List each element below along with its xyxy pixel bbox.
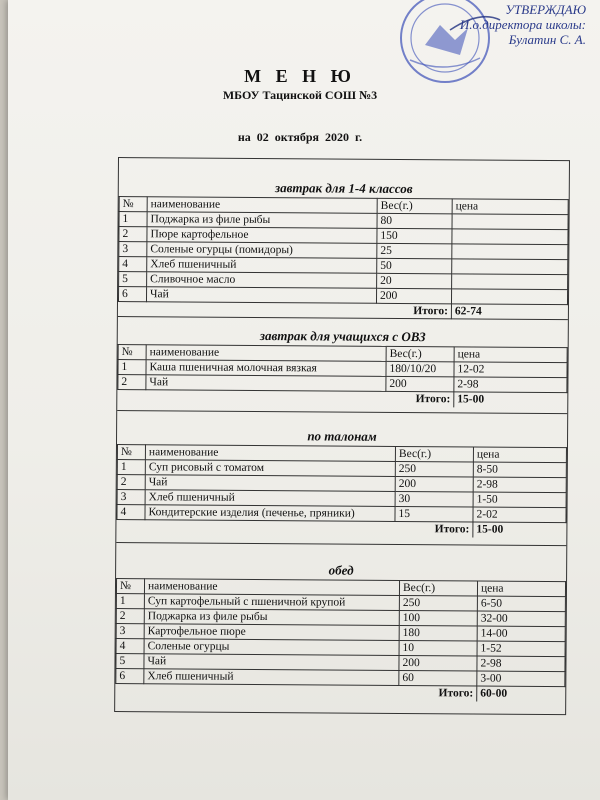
cell: 5 [119, 272, 147, 287]
cell: 3 [116, 623, 144, 638]
total-value: 15-00 [473, 522, 566, 538]
col-header-weight: Вес(г.) [386, 346, 454, 361]
cell: 80 [377, 213, 452, 229]
cell: Кондитерские изделия (печенье, пряники) [145, 505, 395, 522]
menu-table [118, 196, 569, 320]
total-row [117, 520, 566, 538]
cell: 1 [119, 212, 147, 227]
cell: Хлеб пшеничный [144, 669, 399, 686]
cell: 100 [399, 610, 477, 626]
cell: Соленые огурцы (помидоры) [147, 242, 377, 259]
school-name: МБОУ Тацинской СОШ №3 [222, 88, 378, 102]
cell: 200 [399, 655, 477, 671]
col-header-weight: Вес(г.) [377, 198, 452, 214]
total-value: 15-00 [454, 392, 567, 408]
col-header-number: № [116, 579, 144, 594]
section-breakfast-ovz [117, 326, 568, 408]
cell: 3-00 [477, 671, 565, 687]
section-title: обед [328, 562, 354, 578]
cell: 1 [117, 460, 145, 475]
cell: 180 [399, 625, 477, 641]
cell: Пюре картофельное [147, 227, 377, 244]
cell: Хлеб пшеничный [145, 490, 395, 507]
approval-block [460, 2, 586, 47]
cell: Чай [146, 375, 386, 392]
cell: 150 [377, 228, 452, 244]
total-value: 60-00 [477, 686, 565, 702]
section-title: завтрак для 1-4 классов [274, 180, 413, 197]
cell: 3 [117, 490, 145, 505]
menu-date: на 02 октября 2020 г. [237, 130, 363, 144]
col-header-name: наименование [147, 197, 377, 214]
section-coupons [116, 426, 567, 538]
cell [452, 274, 568, 290]
cell: 50 [377, 258, 452, 274]
cell: 5 [116, 653, 144, 668]
section-divider [116, 542, 566, 546]
cell: Чай [144, 654, 399, 671]
cell: 4 [116, 638, 144, 653]
cell: 10 [399, 640, 477, 656]
total-row [118, 390, 567, 408]
cell: Хлеб пшеничный [147, 257, 377, 274]
col-header-price: цена [454, 347, 567, 363]
cell: 15 [395, 506, 473, 522]
cell: 180/10/20 [386, 361, 454, 376]
total-label: Итого: [415, 392, 451, 406]
cell: Поджарка из филе рыбы [144, 609, 399, 626]
cell [451, 289, 567, 305]
cell: 4 [117, 505, 145, 520]
col-header-name: наименование [145, 445, 395, 462]
col-header-weight: Вес(г.) [395, 446, 473, 462]
total-row [116, 683, 565, 701]
col-header-number: № [119, 197, 147, 212]
cell: 1 [116, 593, 144, 608]
cell: 2-98 [473, 477, 566, 493]
cell [452, 244, 568, 260]
col-header-name: наименование [146, 345, 386, 362]
section-title: завтрак для учащихся с ОВЗ [259, 327, 426, 345]
section-divider [117, 410, 567, 414]
approved-label: УТВЕРЖДАЮ [505, 2, 586, 17]
section-title: по талонам [307, 428, 377, 444]
total-value: 62-74 [451, 304, 567, 320]
cell: 2-98 [477, 656, 565, 672]
cell: 250 [399, 595, 477, 611]
menu-table [116, 444, 567, 538]
cell: 200 [395, 476, 473, 492]
cell: Сливочное масло [147, 272, 377, 289]
menu-table [115, 578, 566, 702]
cell: 6 [116, 668, 144, 683]
total-label: Итого: [413, 304, 448, 318]
cell: Картофельное пюре [144, 624, 399, 641]
cell: 3 [119, 242, 147, 257]
cell: Соленые огурцы [144, 639, 399, 656]
cell: 2 [117, 475, 145, 490]
cell: 250 [395, 461, 473, 477]
total-label: Итого: [438, 687, 474, 700]
cell: Суп картофельный с пшеничной крупой [144, 594, 399, 611]
cell: 200 [376, 288, 451, 304]
cell: 20 [377, 273, 452, 289]
cell: Суп рисовый с томатом [145, 460, 395, 477]
page-title: М Е Н Ю [244, 66, 356, 86]
cell: 25 [377, 243, 452, 259]
cell: 2-98 [454, 377, 567, 393]
menu-frame [114, 157, 570, 715]
cell: 30 [395, 491, 473, 507]
col-header-weight: Вес(г.) [399, 580, 477, 596]
cell: 1 [118, 360, 146, 375]
cell: 6-50 [477, 596, 565, 612]
section-breakfast-1-4 [118, 178, 569, 320]
cell: Поджарка из филе рыбы [147, 212, 377, 229]
section-lunch [115, 560, 566, 702]
cell: 2 [118, 375, 146, 390]
cell: 4 [119, 257, 147, 272]
cell [452, 229, 568, 245]
approver-name: Булатин С. А. [508, 32, 586, 47]
menu-table [117, 344, 567, 408]
cell: 6 [118, 287, 146, 302]
approver-position: И.о.директора школы: [459, 17, 586, 32]
cell: 1-50 [473, 492, 566, 508]
cell: 8-50 [473, 462, 566, 478]
cell: Каша пшеничная молочная вязкая [146, 360, 386, 377]
cell: 2 [116, 608, 144, 623]
cell [452, 214, 568, 230]
cell: 12-02 [454, 362, 567, 378]
col-header-price: цена [452, 199, 568, 215]
col-header-name: наименование [144, 579, 399, 596]
cell: Чай [146, 287, 376, 304]
cell: Чай [145, 475, 395, 492]
cell: 2-02 [473, 507, 566, 523]
cell: 1-52 [477, 641, 565, 657]
col-header-number: № [117, 445, 145, 460]
total-label: Итого: [434, 522, 470, 536]
col-header-price: цена [477, 581, 565, 597]
cell: 60 [399, 670, 477, 686]
cell: 200 [386, 376, 454, 391]
cell: 14-00 [477, 626, 565, 642]
col-header-number: № [118, 345, 146, 360]
col-header-price: цена [473, 447, 566, 463]
cell [452, 259, 568, 275]
cell: 2 [119, 227, 147, 242]
cell: 32-00 [477, 611, 565, 627]
